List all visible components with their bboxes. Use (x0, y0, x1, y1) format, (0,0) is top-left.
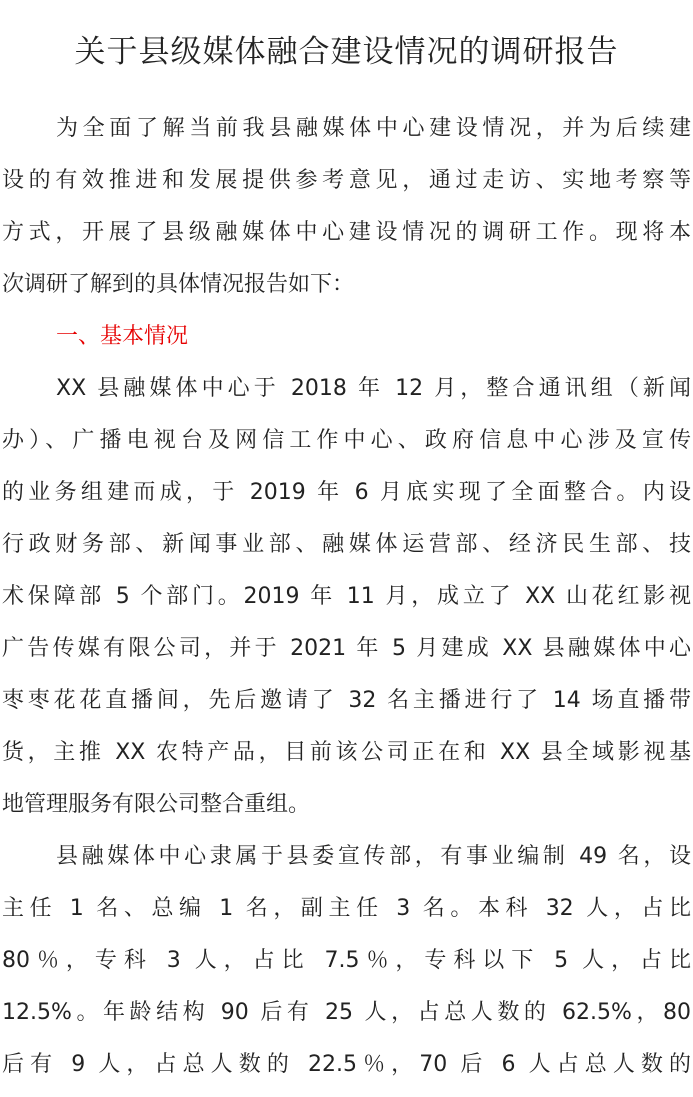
section-heading-basic-situation: 一、基本情况 (56, 324, 189, 349)
paragraph-staff-line-1: 县融媒体中心隶属于县委宣传部，有事业编制 49 名，设 (56, 844, 691, 869)
paragraph-basic-line-1: XX 县融媒体中心于 2018 年 12 月，整合通讯组（新闻 (56, 376, 691, 401)
paragraph-staff-line-4: 12.5%。年龄结构 90 后有 25 人，占总人数的 62.5%，80 (2, 1000, 691, 1025)
paragraph-basic-line-3: 的业务组建而成，于 2019 年 6 月底实现了全面整合。内设 (2, 480, 691, 505)
paragraph-intro-line-4: 次调研了解到的具体情况报告如下： (2, 272, 355, 297)
paragraph-basic-line-2: 办）、广播电视台及网信工作中心、政府信息中心涉及宣传 (2, 428, 691, 453)
paragraph-staff-line-3: 80％，专科 3 人，占比 7.5％，专科以下 5 人，占比 (2, 948, 691, 973)
paragraph-basic-line-7: 枣枣花花直播间，先后邀请了 32 名主播进行了 14 场直播带 (2, 688, 691, 713)
document-title: 关于县级媒体融合建设情况的调研报告 (74, 34, 619, 70)
paragraph-staff-line-2: 主任 1 名、总编 1 名，副主任 3 名。本科 32 人，占比 (2, 896, 691, 921)
paragraph-intro-line-2: 设的有效推进和发展提供参考意见，通过走访、实地考察等 (2, 168, 691, 193)
paragraph-basic-line-5: 术保障部 5 个部门。2019 年 11 月，成立了 XX 山花红影视 (2, 584, 691, 609)
paragraph-basic-line-6: 广告传媒有限公司，并于 2021 年 5 月建成 XX 县融媒体中心 (2, 636, 691, 661)
document-body (2, 103, 691, 1091)
paragraph-basic-line-4: 行政财务部、新闻事业部、融媒体运营部、经济民生部、技 (2, 532, 691, 557)
paragraph-intro-line-3: 方式，开展了县级融媒体中心建设情况的调研工作。现将本 (2, 220, 691, 245)
paragraph-staff-line-5: 后有 9 人，占总人数的 22.5％，70 后 6 人占总人数的 (2, 1052, 691, 1077)
paragraph-intro-line-1: 为全面了解当前我县融媒体中心建设情况，并为后续建 (56, 116, 691, 141)
paragraph-basic-line-8: 货，主推 XX 农特产品，目前该公司正在和 XX 县全域影视基 (2, 740, 691, 765)
paragraph-basic-line-9: 地管理服务有限公司整合重组。 (2, 792, 311, 817)
